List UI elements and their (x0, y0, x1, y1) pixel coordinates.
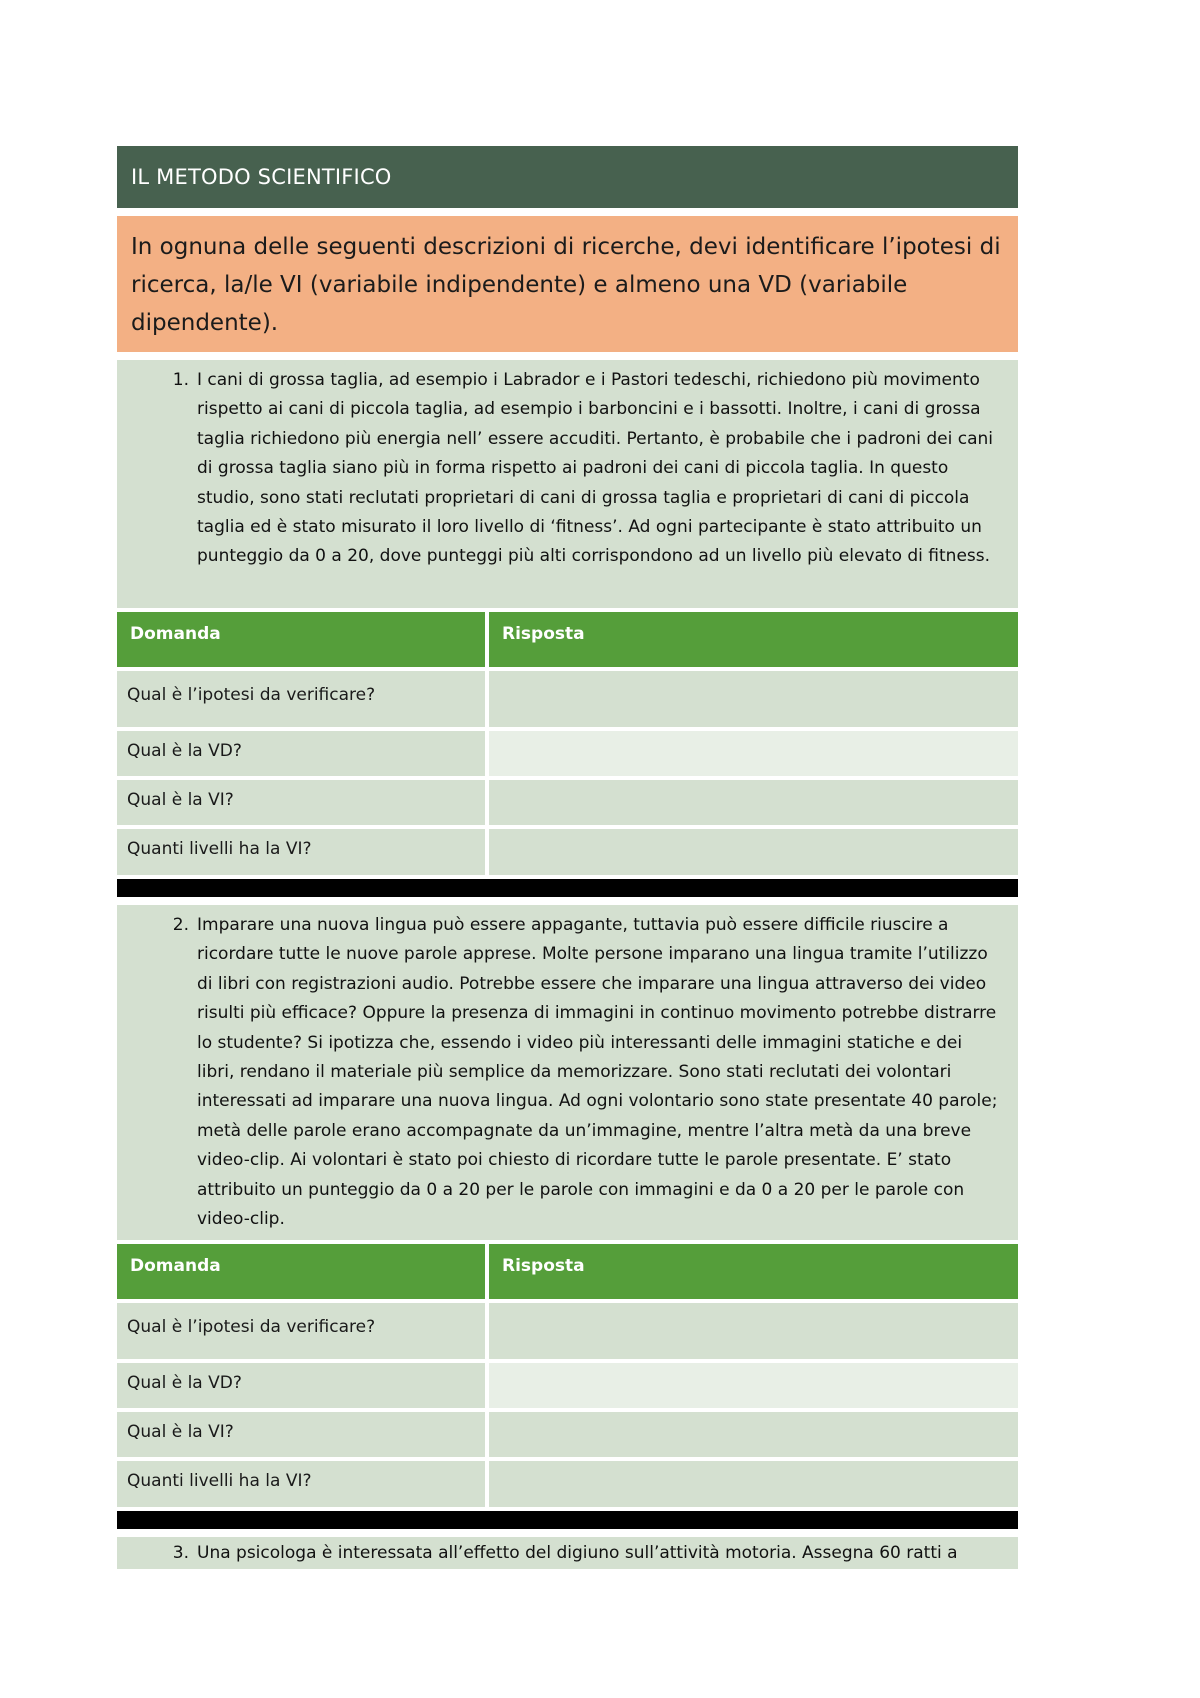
exercise-2-table (117, 1244, 1018, 1507)
answer-field[interactable] (489, 1461, 1018, 1507)
table-row (117, 829, 1018, 875)
answer-field[interactable] (489, 671, 1018, 727)
table-row (117, 1412, 1018, 1457)
answer-field[interactable] (489, 1363, 1018, 1408)
question-vi: Qual è la VI? (117, 780, 485, 825)
question-vd: Qual è la VD? (117, 1363, 485, 1408)
answer-field[interactable] (489, 780, 1018, 825)
header-answer: Risposta (489, 612, 1018, 667)
table-row (117, 780, 1018, 825)
header-answer: Risposta (489, 1244, 1018, 1299)
exercise-text: Una psicologa è interessata all’effetto del digiuno sull’attività motoria. Assegna 60 ratti a (197, 1543, 958, 1563)
section-divider (117, 879, 1018, 897)
header-question: Domanda (117, 1244, 485, 1299)
table-row (117, 731, 1018, 776)
answer-field[interactable] (489, 731, 1018, 776)
table-row (117, 1363, 1018, 1408)
page-title: IL METODO SCIENTIFICO (117, 146, 1018, 208)
exercise-text: I cani di grossa taglia, ad esempio i Labrador e i Pastori tedeschi, richiedono più movimento rispetto ai cani di piccola taglia, ad esempio i barboncini e i bassotti. Inoltre, i cani di grossa taglia richiedono più energia nell’ essere accuditi. Pertanto, è probabile che i padroni dei cani di grossa taglia siano più in forma rispetto ai padroni dei cani di piccola taglia. In questo studio, sono stati reclutati proprietari di cani di grossa taglia e proprietari di cani di piccola taglia ed è stato misurato il loro livello di ‘fitness’. Ad ogni partecipante è stato attribuito un punteggio da 0 a 20, dove punteggi più alti corrispondono ad un livello più elevato di fitness. (197, 370, 994, 567)
question-vi-levels: Quanti livelli ha la VI? (117, 829, 485, 875)
question-hypothesis: Qual è l’ipotesi da verificare? (117, 1303, 485, 1359)
instructions-box: In ognuna delle seguenti descrizioni di ricerche, devi identificare l’ipotesi di ricerca, la/le VI (variabile indipendente) e almeno una VD (variabile dipendente). (117, 216, 1018, 352)
table-header-row (117, 1244, 1018, 1299)
exercise-number: 1. (172, 370, 189, 390)
answer-field[interactable] (489, 1412, 1018, 1457)
exercise-number: 2. (172, 915, 189, 935)
answer-field[interactable] (489, 1303, 1018, 1359)
exercise-1-description (117, 360, 1018, 608)
question-vd: Qual è la VD? (117, 731, 485, 776)
exercise-number: 3. (172, 1543, 189, 1563)
exercise-text: Imparare una nuova lingua può essere appagante, tuttavia può essere difficile riuscire a ricordare tutte le nuove parole apprese. Molte persone imparano una lingua tramite l’utilizzo di libri con registrazioni audio. Potrebbe essere che imparare una lingua attraverso dei video risulti più efficace? Oppure la presenza di immagini in continuo movimento potrebbe distrarre lo studente? Si ipotizza che, essendo i video più interessanti delle immagini statiche e dei libri, rendano il materiale più semplice da memorizzare. Sono stati reclutati dei volontari interessati ad imparare una nuova lingua. Ad ogni volontario sono state presentate 40 parole; metà delle parole erano accompagnate da un’immagine, mentre l’altra metà da una breve video-clip. Ai volontari è stato poi chiesto di ricordare tutte le parole presentate. E’ stato attribuito un punteggio da 0 a 20 per le parole con immagini e da 0 a 20 per le parole con video-clip. (197, 915, 998, 1230)
header-question: Domanda (117, 612, 485, 667)
table-header-row (117, 612, 1018, 667)
question-hypothesis: Qual è l’ipotesi da verificare? (117, 671, 485, 727)
worksheet (117, 146, 1018, 1569)
question-vi: Qual è la VI? (117, 1412, 485, 1457)
section-divider (117, 1511, 1018, 1529)
exercise-2-description (117, 905, 1018, 1240)
exercise-3-description (117, 1537, 1018, 1569)
exercise-1-table (117, 612, 1018, 875)
table-row (117, 1303, 1018, 1359)
question-vi-levels: Quanti livelli ha la VI? (117, 1461, 485, 1507)
table-row (117, 671, 1018, 727)
table-row (117, 1461, 1018, 1507)
answer-field[interactable] (489, 829, 1018, 875)
